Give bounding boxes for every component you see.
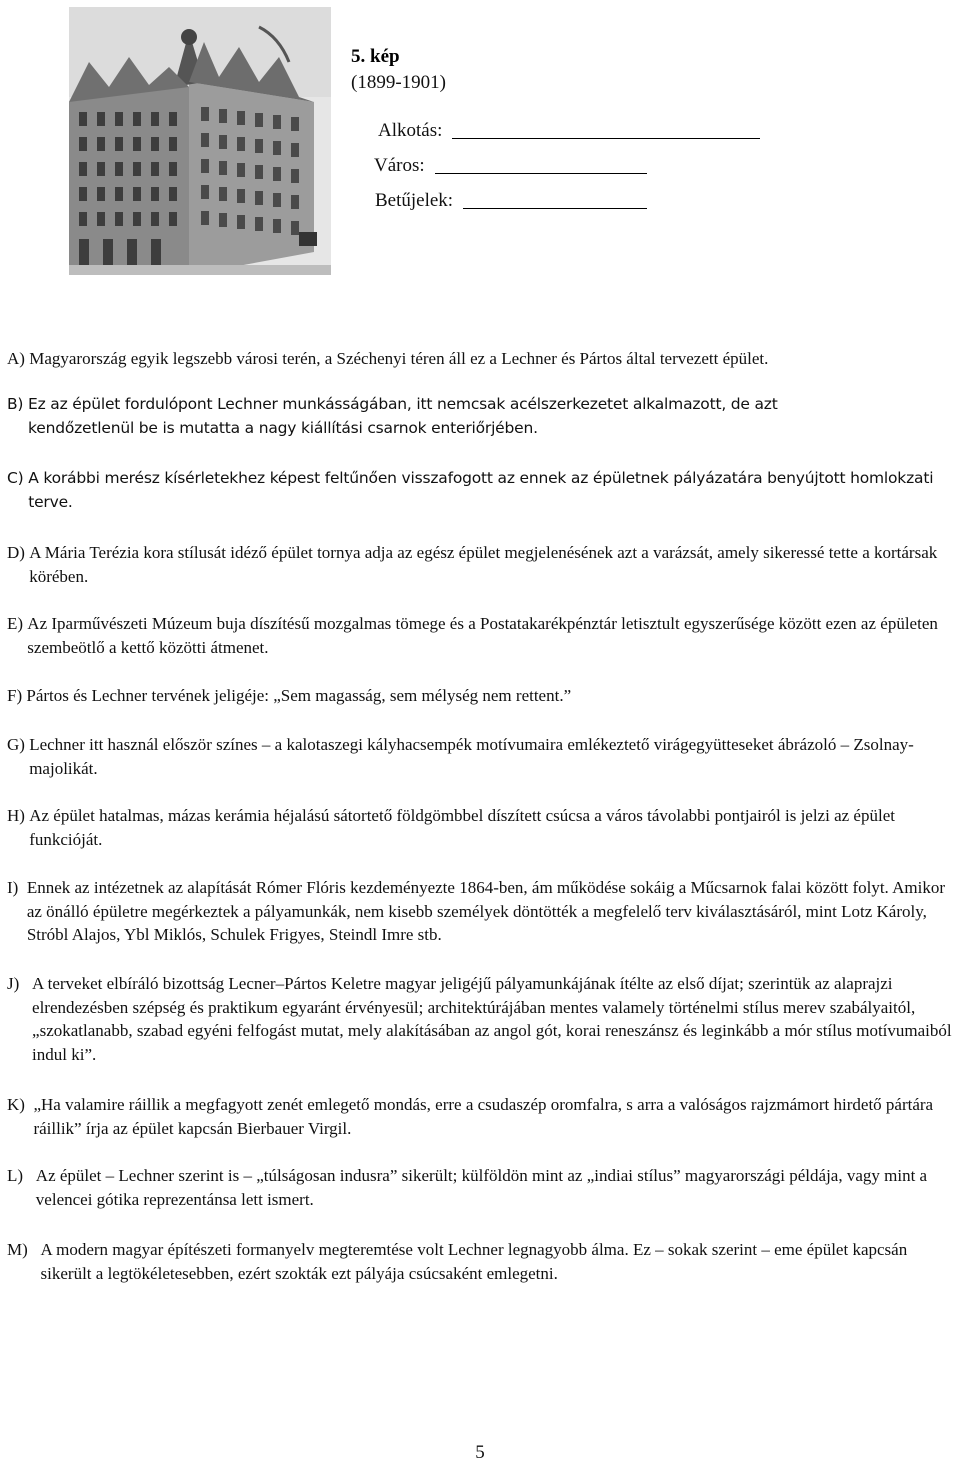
statement-h [7,804,957,851]
statement-label: K) [7,1095,25,1114]
field-varos [374,155,647,177]
statement-i [7,876,957,947]
field-alkotas-blank[interactable] [452,124,760,139]
statement-e [7,612,957,659]
figure-caption [351,44,446,96]
statement-label: I) [7,878,19,897]
statement-f [7,684,957,708]
building-photo [69,7,331,275]
field-alkotas-label: Alkotás: [378,120,443,141]
statement-label: J) [7,974,20,993]
statement-text: Az épület – Lechner szerint is – „túlságosan indusra” sikerült; külföldön mint az „indiai stílus” magyarországi példája, vagy mint a velencei gótika reprezentánsa lett ismert. [35,1166,928,1209]
statement-m [7,1238,957,1285]
statement-text: Az Iparművészeti Múzeum buja díszítésű mozgalmas tömege és a Postatakarékpénztár letisztult egyszerűsége között ezen az épületen szembeötlő a kettő közötti átmenet. [27,614,938,657]
figure-title: 5. kép [351,46,400,67]
statement-a [7,347,957,371]
field-alkotas [378,120,760,142]
building-photo-drawing [69,7,331,275]
statement-j [7,972,957,1066]
field-betujelek-blank[interactable] [463,194,647,209]
statement-text: A korábbi merész kísérletekhez képest feltűnően visszafogott az ennek az épületnek pályázatára benyújtott homlokzati terve. [28,469,934,511]
statement-label: L) [7,1166,24,1185]
statement-text: Az épület hatalmas, mázas kerámia héjalású sátortető földgömbbel díszített csúcsa a város távolabbi pontjairól is jelzi az épület funkcióját. [29,806,895,849]
statement-text: Pártos és Lechner tervének jeligéje: „Sem magasság, sem mélység nem rettent.” [26,686,572,705]
statement-text: Ez az épület fordulópont Lechner munkásságában, itt nemcsak acélszerkezetet alkalmazott, de azt kendőzetlenül be is mutatta a nagy kiállítási csarnok enteriőrjében. [28,395,778,437]
statement-text: „Ha valamire ráillik a megfagyott zenét emlegető mondás, erre a csudaszép oromfalra, s arra a valóságos rajzmámort hirdető pártára ráillik” írja az épület kapcsán Bierbauer Virgil. [33,1095,934,1138]
statement-k [7,1093,957,1140]
field-varos-blank[interactable] [435,159,647,174]
statement-label: G) [7,735,25,754]
statement-label: C) [7,469,24,487]
statement-g [7,733,957,780]
statement-d [7,541,942,588]
statement-label: D) [7,543,25,562]
statement-label: E) [7,614,24,633]
statement-label: H) [7,806,25,825]
figure-years: (1899-1901) [351,72,446,93]
field-varos-label: Város: [374,155,425,176]
field-betujelek-label: Betűjelek: [375,190,454,211]
statement-text: Lechner itt használ először színes – a kalotaszegi kályhacsempék motívumaira emlékeztető virágegyütteseket ábrázoló – Zsolnay-majolikát. [29,735,914,778]
statement-text: A modern magyar építészeti formanyelv megteremtése volt Lechner legnagyobb álma. Ez – sokak szerint – eme épület kapcsán sikerült a legtökéletesebben, ezért szokták ezt pályája csúcsaként emlegetni. [40,1240,908,1283]
statement-c [7,467,947,514]
statement-text: A Mária Terézia kora stílusát idéző épület tornya adja az egész épület megjelenésének azt a varázsát, amely sikeressé tette a kortársak körében. [29,543,938,586]
statement-text: A terveket elbíráló bizottság Lecner–Pártos Keletre magyar jeligéjű pályamunkájának ítélte az első díjat; szerintük az alaprajzi elrendezésben szépség és praktikum egyaránt érvényesül; architektúrájában mentes valamely történelmi stílus merev szabályaitól, „szokatlanabb, szabad egyéni felfogást mutat, mely alakításában az angol gót, korai reneszánsz és leginkább a mór stílus motívumaiból indul ki”. [32,974,952,1064]
page-number: 5 [475,1442,485,1463]
statement-b [7,393,877,440]
statement-l [7,1164,957,1211]
statement-label: M) [7,1240,28,1259]
field-betujelek [375,190,647,212]
statement-text: Ennek az intézetnek az alapítását Rómer Flóris kezdeményezte 1864-ben, ám működése sokáig a Műcsarnok falai között folyt. Amikor az önálló épületre megérkeztek a pályamunkák, nem kisebb személyek döntötték a megfelelő terv kiválasztásáról, mint Lotz Károly, Stróbl Alajos, Ybl Miklós, Schulek Frigyes, Steindl Imre stb. [26,878,946,944]
statement-label: F) [7,686,23,705]
statement-text: Magyarország egyik legszebb városi terén, a Széchenyi téren áll ez a Lechner és Pártos által tervezett épület. [29,349,769,368]
statement-label: B) [7,395,24,413]
statement-label: A) [7,349,25,368]
